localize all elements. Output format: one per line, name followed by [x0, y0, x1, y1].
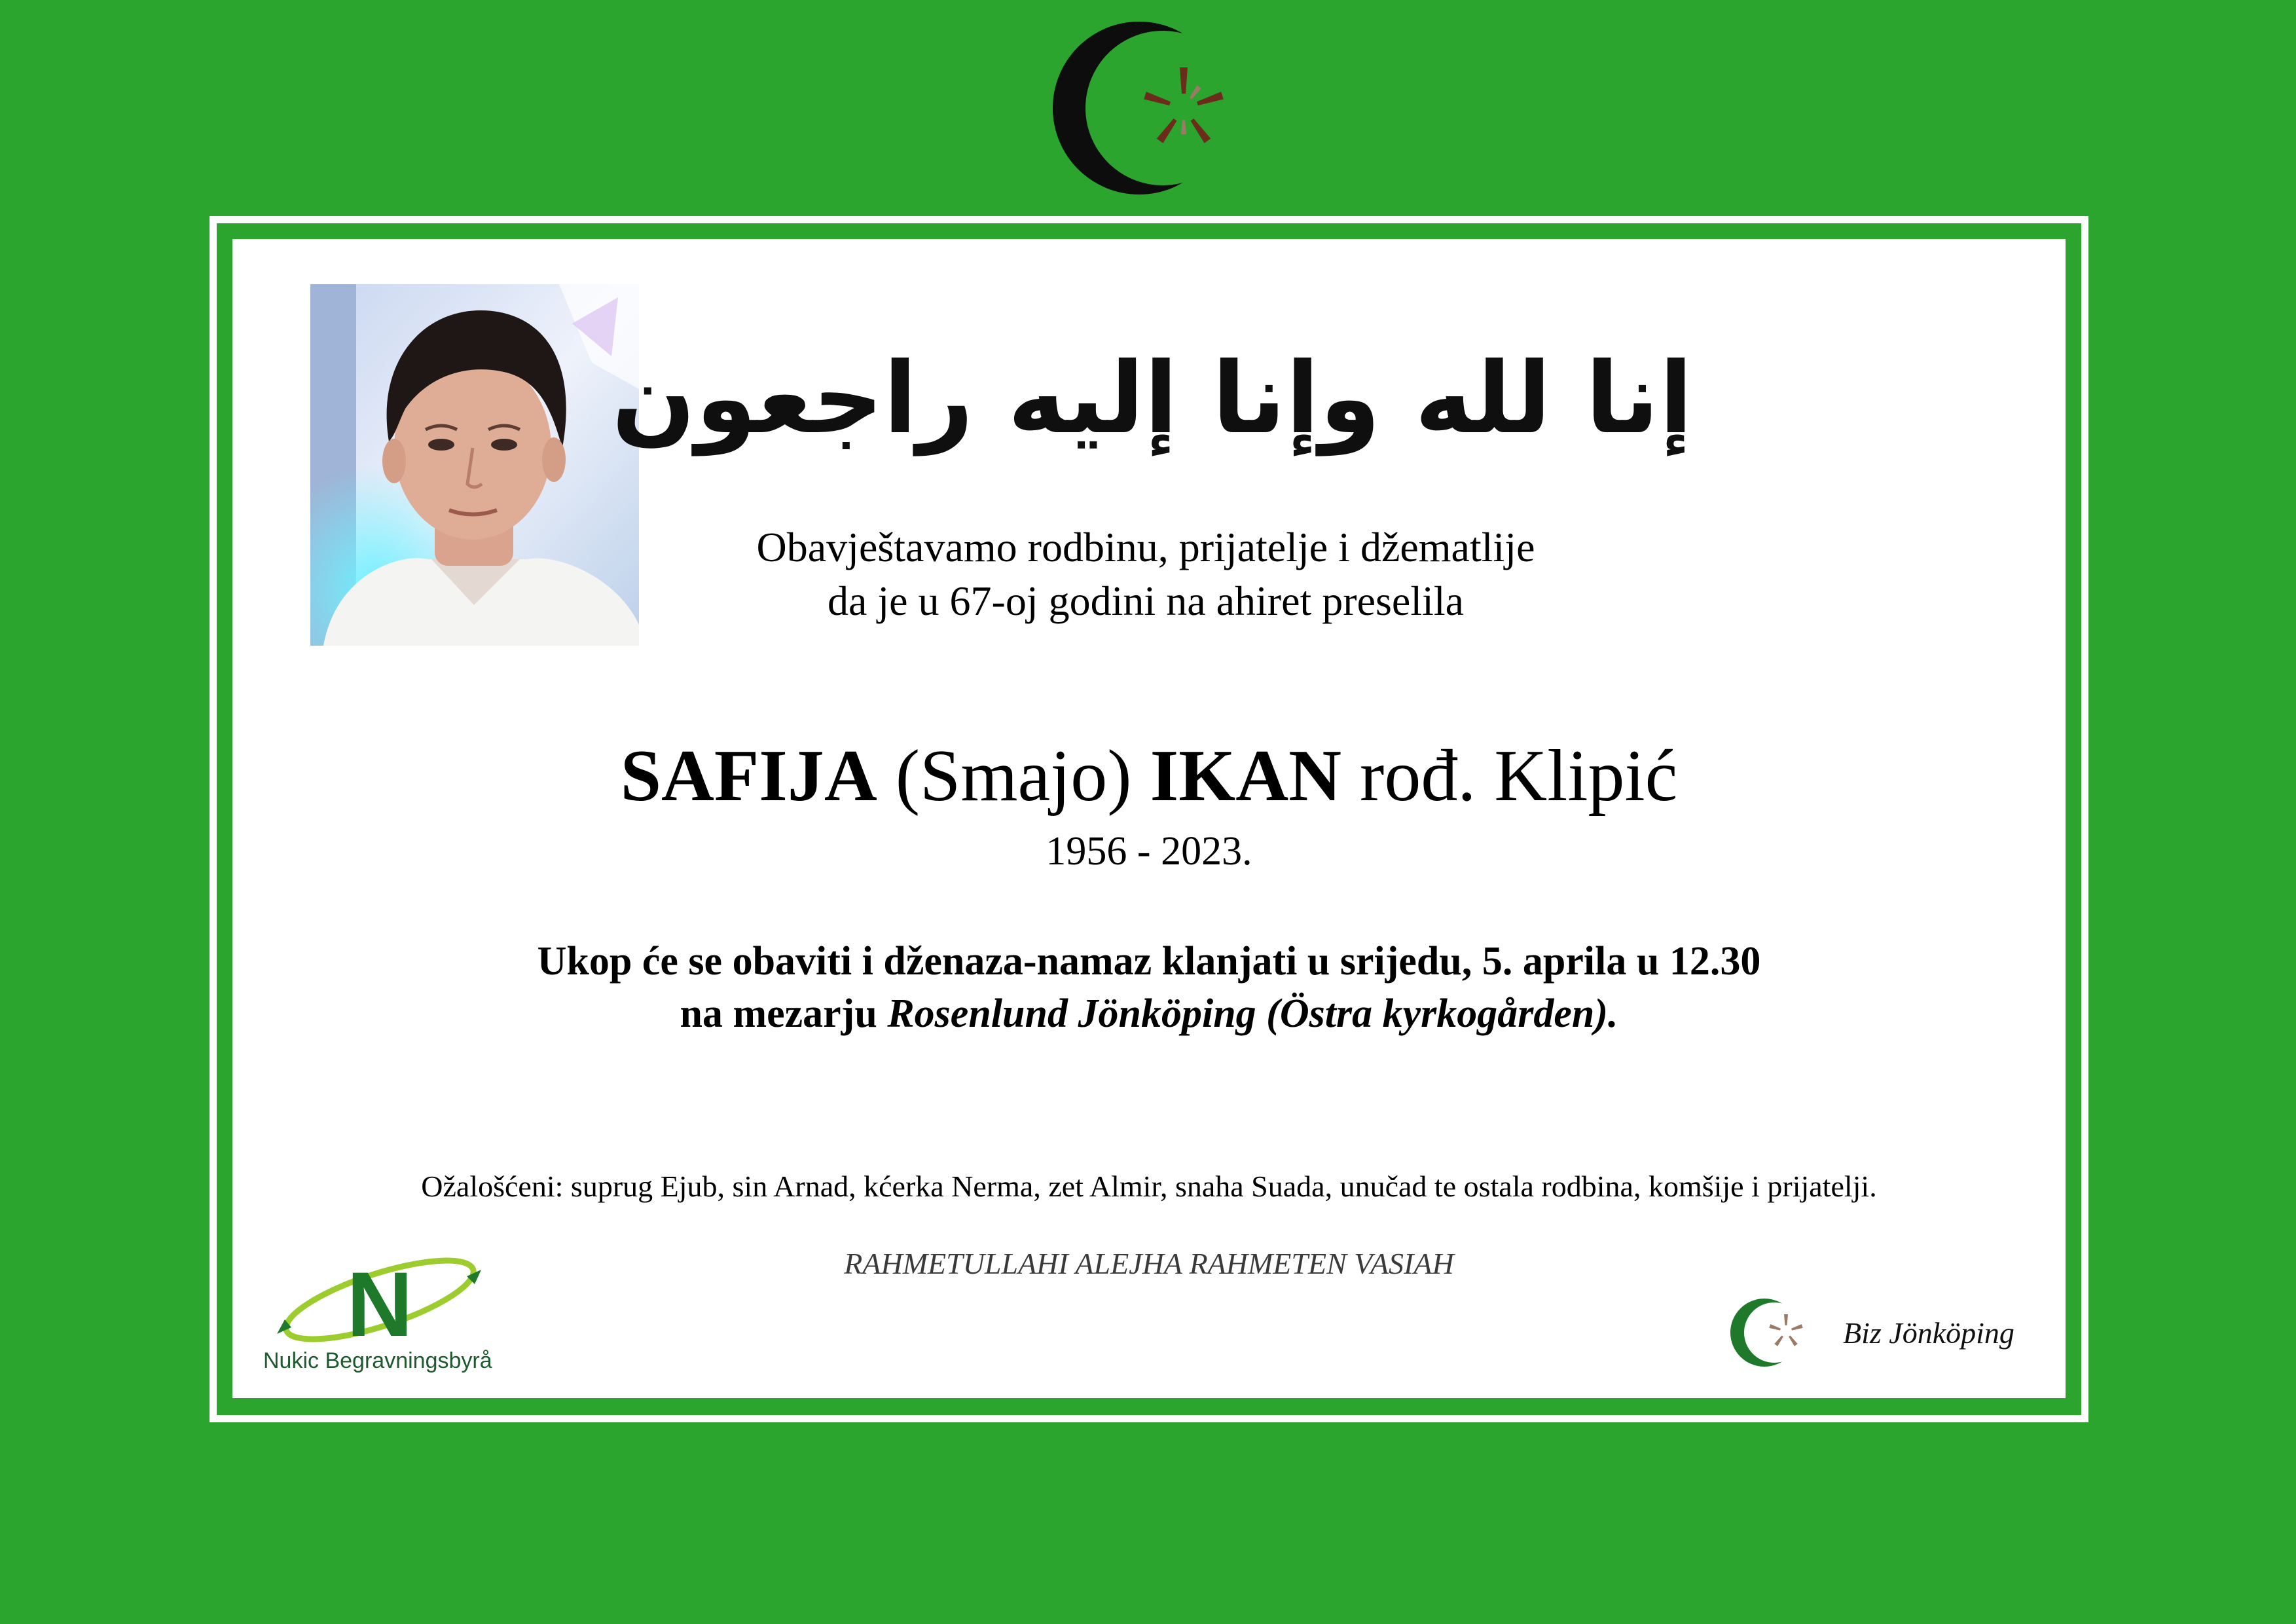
intro-line-1: Obavještavamo rodbinu, prijatelje i džematlije — [756, 524, 1535, 570]
svg-text:إنا لله وإنا إليه راجعون: إنا لله وإنا إليه راجعون — [611, 342, 1693, 456]
mourners-list: Ožalošćeni: suprug Ejub, sin Arnad, kćerka Nerma, zet Almir, snaha Suada, unučad te ostala rodbina, komšije i prijatelji. — [421, 1170, 1877, 1203]
funeral-home-name: Nukic Begravningsbyrå — [263, 1348, 492, 1373]
life-years: 1956 - 2023. — [1046, 829, 1252, 874]
burial-place: Rosenlund Jönköping (Östra kyrkogården). — [887, 991, 1618, 1036]
surname: IKAN — [1150, 735, 1342, 817]
deceased-name — [232, 733, 2066, 819]
intro-text — [609, 521, 1683, 628]
svg-text:N: N — [346, 1253, 413, 1356]
burial-line-2 — [232, 987, 2066, 1040]
prayer-text: RAHMETULLAHI ALEJHA RAHMETEN VASIAH — [844, 1247, 1454, 1280]
arabic-calligraphy — [611, 295, 1693, 485]
burial-info — [232, 935, 2066, 1040]
father-name: (Smajo) — [895, 735, 1132, 817]
crescent-star-icon — [1728, 1293, 1807, 1372]
maiden-name: rođ. Klipić — [1360, 735, 1678, 817]
community-name: Biz Jönköping — [1843, 1316, 2014, 1350]
first-name: SAFIJA — [620, 735, 877, 817]
intro-line-2: da je u 67-oj godini na ahiret preselila — [827, 578, 1465, 624]
deceased-portrait-photo — [310, 284, 639, 646]
burial-line-1: Ukop će se obaviti i dženaza-namaz klanjati u srijedu, 5. aprila u 12.30 — [537, 939, 1761, 984]
burial-prefix: na mezarju — [680, 991, 877, 1036]
crescent-star-icon — [1046, 16, 1236, 203]
